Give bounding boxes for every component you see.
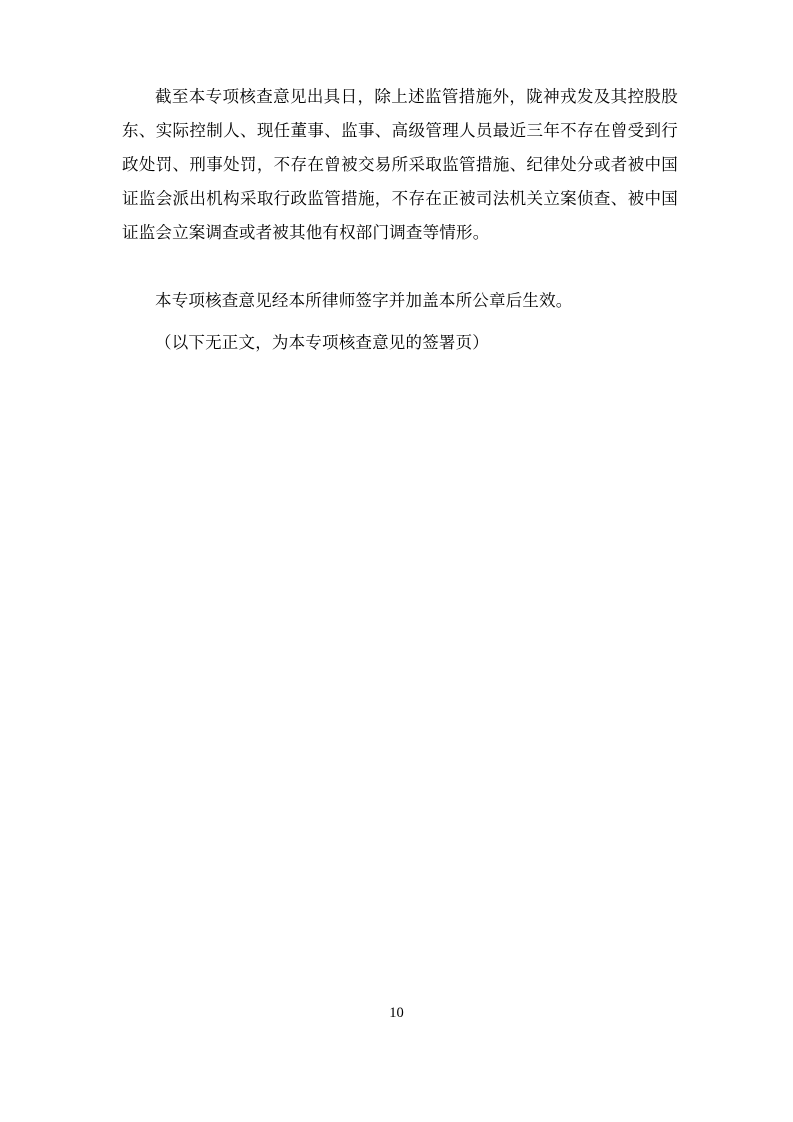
- page-number: 10: [389, 1005, 404, 1021]
- paragraph-spacer: [122, 250, 678, 284]
- paragraph-signature-page-note: （以下无正文，为本专项核查意见的签署页）: [155, 333, 489, 352]
- paragraph-regulatory-statement: 截至本专项核查意见出具日，除上述监管措施外，陇神戎发及其控股股东、实际控制人、现任董事、监事、高级管理人员最近三年不存在曾受到行政处罚、刑事处罚，不存在曾被交易所采取监管措施、纪律处分或者被中国证监会派出机构采取行政监管措施，不存在正被司法机关立案侦查、被中国证监会立案调查或者被其他有权部门调查等情形。: [122, 87, 678, 242]
- paragraph-spacer-small: [122, 318, 678, 326]
- paragraph-effectiveness-statement: 本专项核查意见经本所律师签字并加盖本所公章后生效。: [155, 291, 573, 310]
- document-body: [122, 80, 678, 360]
